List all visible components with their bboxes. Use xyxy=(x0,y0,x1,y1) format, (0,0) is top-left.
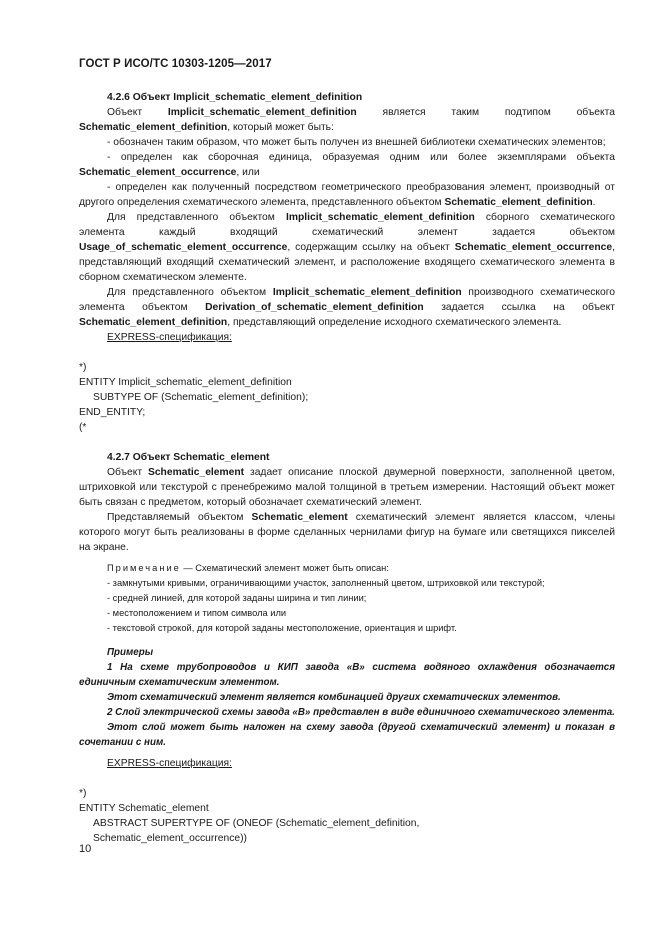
note-text: — Схематический элемент может быть описан: xyxy=(180,563,389,573)
document-body xyxy=(79,90,615,846)
code-line: *) xyxy=(79,788,87,799)
text-run: . xyxy=(592,197,596,208)
entity-name: Schematic_element_occurrence xyxy=(79,167,237,178)
text-run: - обозначен таким образом, что может быть получен из внешней библиотеки схематических элементов; xyxy=(107,137,606,148)
code-line: ENTITY Implicit_schematic_element_definition xyxy=(79,377,292,388)
text-run: , или xyxy=(236,167,260,178)
section-heading-4-2-6: 4.2.6 Объект Implicit_schematic_element_definition xyxy=(107,92,363,103)
code-line: ABSTRACT SUPERTYPE OF (ONEOF (Schematic_element_definition, xyxy=(93,818,420,829)
code-line: SUBTYPE OF (Schematic_element_definition); xyxy=(93,392,309,403)
text-run: задает описание плоской двумерной поверхности, заполненной цветом, штриховкой или текстурой с пренебрежимо малой толщиной в третьем измерении. Настоящий объект может быть связан с предметом, который обозначает схематический элемент. xyxy=(79,467,615,508)
note-bullet: - замкнутыми кривыми, ограничивающими участок, заполненный цветом, штриховкой или текстурой; xyxy=(107,578,545,588)
example-1-note: Этот схематический элемент является комбинацией других схематических элементов. xyxy=(107,692,561,703)
entity-name: Implicit_schematic_element_definition xyxy=(167,107,357,118)
text-run: - определен как полученный посредством геометрического преобразования элемент, производный от другого определения схематического элемента, представленного объектом xyxy=(79,182,615,208)
list-item xyxy=(79,150,615,180)
list-item xyxy=(79,135,615,150)
text-run: Для представленного объектом xyxy=(107,287,273,298)
express-spec-label: EXPRESS-спецификация: xyxy=(107,332,232,343)
text-run: производного схематического элемента объектом xyxy=(79,287,615,313)
text-run: , представляющий входящий схематический элемент, и расположение входящего схематического элемента в сборном схематическом элементе. xyxy=(79,242,615,283)
text-run: Объект xyxy=(107,467,148,478)
entity-name: Schematic_element_definition xyxy=(79,122,228,133)
entity-name: Implicit_schematic_element_definition xyxy=(285,212,475,223)
section-heading-4-2-7: 4.2.7 Объект Schematic_element xyxy=(107,452,270,463)
list-item xyxy=(79,180,615,210)
document-header: ГОСТ Р ИСО/ТС 10303-1205—2017 xyxy=(79,58,272,70)
text-run: Представляемый объектом xyxy=(107,512,252,523)
text-run: Для представленного объектом xyxy=(107,212,286,223)
entity-name: Schematic_element xyxy=(147,467,245,478)
page-number: 10 xyxy=(79,843,92,855)
code-line: ENTITY Schematic_element xyxy=(79,803,209,814)
examples-title: Примеры xyxy=(107,647,154,658)
paragraph xyxy=(79,105,615,135)
paragraph xyxy=(79,510,615,555)
text-run: сборного схематического элемента каждый входящий схематический элемент задается объектом xyxy=(79,212,615,238)
code-line: *) xyxy=(79,362,87,373)
text-run: схематический элемент является классом, члены которого могут быть реализованы в форме сделанных чернилами фигур на бумаге или светящихся пикселей на экране. xyxy=(79,512,615,553)
example-2-note: Этот слой может быть наложен на схему завода (другой схематический элемент) и показан в сочетании с ним. xyxy=(79,722,615,748)
note xyxy=(79,561,615,576)
code-line: END_ENTITY; xyxy=(79,407,146,418)
example-2: 2 Слой электрической схемы завода «B» представлен в виде единичного схематического элемента. xyxy=(107,707,615,718)
note-label: Примечание xyxy=(107,563,181,573)
text-run: , представляющий определение исходного схематического элемента. xyxy=(227,317,562,328)
paragraph xyxy=(79,285,615,330)
paragraph xyxy=(79,210,615,285)
entity-name: Schematic_element_definition xyxy=(79,317,228,328)
code-line: Schematic_element_occurrence)) xyxy=(93,833,247,844)
example-1: 1 На схеме трубопроводов и КИП завода «B» система водяного охлаждения обозначается единичным схематическим элементом. xyxy=(79,662,615,688)
note-bullet: - местоположением и типом символа или xyxy=(107,608,287,618)
paragraph xyxy=(79,465,615,510)
note-bullet: - средней линией, для которой заданы ширина и тип линии; xyxy=(107,593,367,603)
text-run: , содержащим ссылку на объект xyxy=(287,242,455,253)
text-run: , который может быть: xyxy=(227,122,334,133)
text-run: задается ссылка на объект xyxy=(423,302,615,313)
text-run: Объект xyxy=(107,107,168,118)
code-line: (* xyxy=(79,422,87,433)
note-bullet: - текстовой строкой, для которой заданы местоположение, ориентация и шрифт. xyxy=(107,623,457,633)
entity-name: Usage_of_schematic_element_occurrence xyxy=(79,242,288,253)
entity-name: Schematic_element_definition xyxy=(444,197,593,208)
entity-name: Implicit_schematic_element_definition xyxy=(272,287,462,298)
text-run: - определен как сборочная единица, образуемая одним или более экземплярами объекта xyxy=(107,152,615,163)
entity-name: Derivation_of_schematic_element_definition xyxy=(205,302,424,313)
text-run: является таким подтипом объекта xyxy=(356,107,615,118)
entity-name: Schematic_element xyxy=(251,512,348,523)
express-spec-label: EXPRESS-спецификация: xyxy=(107,758,232,769)
entity-name: Schematic_element_occurrence xyxy=(454,242,613,253)
